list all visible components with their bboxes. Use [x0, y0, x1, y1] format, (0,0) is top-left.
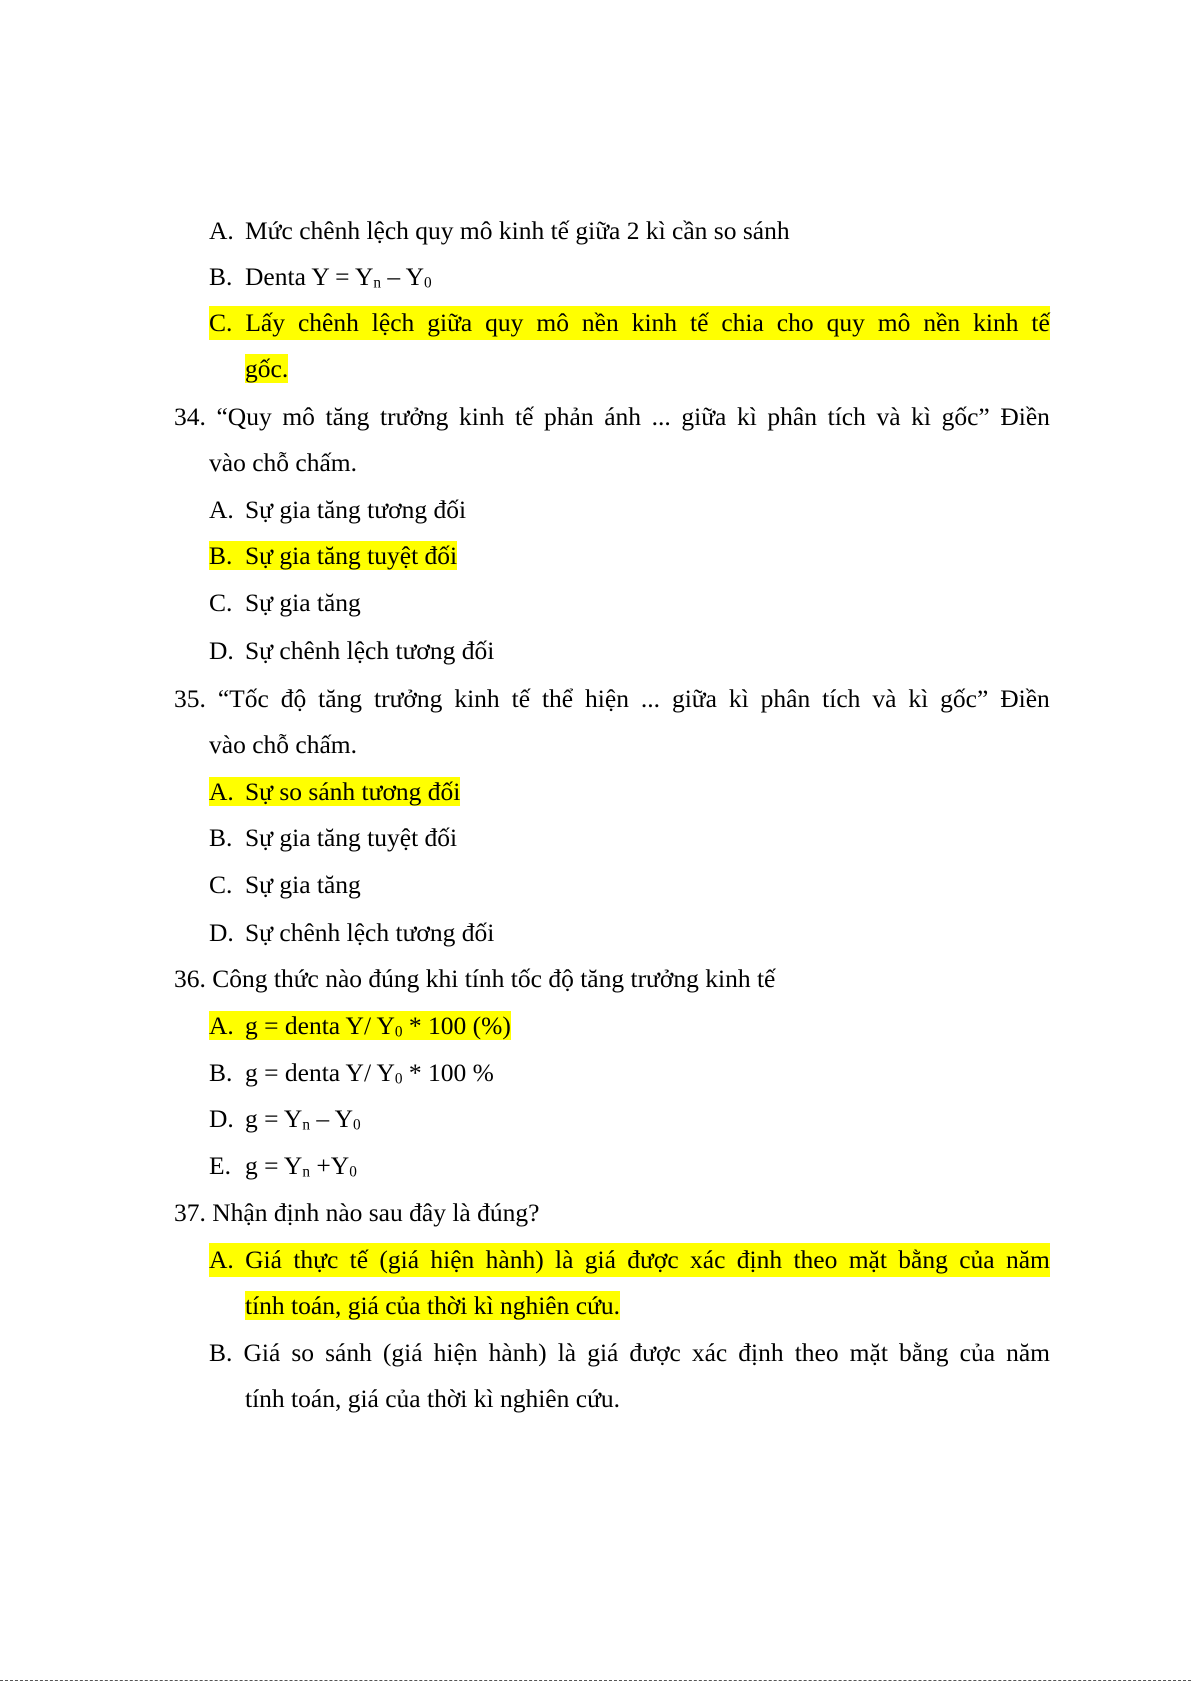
word: ... — [640, 684, 661, 713]
word: kì — [908, 684, 929, 713]
q34-option-a: A. Sự gia tăng tương đối — [209, 495, 467, 524]
q37-option-a-line2: tính toán, giá của thời kì nghiên cứu. — [245, 1291, 621, 1320]
word: trưởng — [380, 402, 449, 431]
word: định — [738, 1338, 784, 1367]
word: Lấy — [245, 308, 285, 337]
word: “Tốc — [217, 684, 269, 713]
word: “Quy — [216, 402, 272, 431]
word: tăng — [325, 402, 370, 431]
word: hiện — [433, 1338, 478, 1367]
word: kinh — [454, 684, 500, 713]
q36-option-b: B. g = denta Y/ $Y_0 * 100$ % — [209, 1058, 494, 1088]
q37-option-a-line1: A. Giá thực tế (giá hiện hành) là giá được xác định theo mặt bằng của năm — [209, 1243, 1050, 1277]
word: năm — [1005, 1245, 1050, 1274]
word: trưởng — [374, 684, 443, 713]
word: định — [736, 1245, 783, 1274]
word: nền — [923, 308, 961, 337]
q34-option-b: B. Sự gia tăng tuyệt đối — [209, 541, 458, 570]
q33-option-c-line2: gốc. — [245, 354, 289, 383]
word: của — [959, 1338, 996, 1367]
q34-option-d: D. Sự chênh lệch tương đối — [209, 636, 495, 665]
word: và — [876, 402, 901, 431]
q34-question-line2: vào chỗ chấm. — [209, 448, 357, 477]
word: lệch — [371, 308, 415, 337]
word: theo — [793, 1245, 838, 1274]
q34-option-c: C. Sự gia tăng — [209, 588, 361, 617]
q33-option-a: A. Mức chênh lệch quy mô kinh tế giữa 2 kì cần so sánh — [209, 216, 790, 245]
word: (giá — [382, 1338, 423, 1367]
word: ánh — [604, 402, 642, 431]
word: chênh — [297, 308, 359, 337]
word: được — [629, 1338, 681, 1367]
word: là — [557, 1338, 577, 1367]
q35-option-d: D. Sự chênh lệch tương đối — [209, 918, 495, 947]
word: mô — [536, 308, 569, 337]
word: tế — [690, 308, 709, 337]
word: mô — [877, 308, 911, 337]
q35-option-c: C. Sự gia tăng — [209, 870, 361, 899]
word: Điền — [1000, 684, 1050, 713]
word: tế — [515, 402, 534, 431]
word: kì — [911, 402, 931, 431]
word: kinh — [973, 308, 1019, 337]
word: giá — [584, 1245, 616, 1274]
word: gốc” — [940, 684, 989, 713]
word: giữa — [681, 402, 727, 431]
q33-option-c-line1: C. Lấy chênh lệch giữa quy mô nền kinh tế chia cho quy mô nền kinh tế — [209, 306, 1050, 340]
word: kinh — [631, 308, 678, 337]
word: tích — [827, 402, 866, 431]
word: cho — [776, 308, 814, 337]
word: và — [872, 684, 897, 713]
word: theo — [794, 1338, 839, 1367]
word: tế — [511, 684, 531, 713]
word: tích — [822, 684, 861, 713]
word: hành) — [488, 1338, 547, 1367]
word: Giá — [243, 1338, 281, 1367]
word: giá — [587, 1338, 619, 1367]
word: kinh — [459, 402, 505, 431]
word: Điền — [1000, 402, 1050, 431]
word: 35. — [174, 684, 206, 713]
word: mặt — [848, 1245, 887, 1274]
word: so — [291, 1338, 315, 1367]
word: chia — [721, 308, 764, 337]
word: kì — [736, 402, 757, 431]
word: tăng — [318, 684, 363, 713]
word: 34. — [174, 402, 206, 431]
q36-question: 36. Công thức nào đúng khi tính tốc độ tăng trưởng kinh tế — [174, 964, 776, 993]
word: thể — [541, 684, 574, 713]
word: tế — [1031, 308, 1050, 337]
word: (giá — [379, 1245, 420, 1274]
word: phản — [544, 402, 594, 431]
word: giữa — [427, 308, 473, 337]
word: phân — [767, 402, 817, 431]
word: mặt — [849, 1338, 888, 1367]
word: bằng — [898, 1338, 949, 1367]
q35-question-line2: vào chỗ chấm. — [209, 730, 357, 759]
q37-option-b-line1: B. Giá so sánh (giá hiện hành) là giá được xác định theo mặt bằng của năm — [209, 1336, 1050, 1370]
q37-question: 37. Nhận định nào sau đây là đúng? — [174, 1198, 540, 1227]
q36-option-d: D. $g = Y_n - Y_0$ — [209, 1104, 361, 1134]
word: quy — [485, 308, 524, 337]
word: hiện — [430, 1245, 475, 1274]
q36-option-e: E. $g = Y_n +Y_0$ — [209, 1151, 357, 1181]
word: năm — [1006, 1338, 1050, 1367]
word: là — [555, 1245, 574, 1274]
q33-option-b: B. Denta $Y = Y_n - Y_0$ — [209, 262, 432, 292]
word: mô — [282, 402, 315, 431]
q35-option-b: B. Sự gia tăng tuyệt đối — [209, 823, 458, 852]
word: sánh — [325, 1338, 372, 1367]
word: được — [627, 1245, 679, 1274]
word: xác — [690, 1245, 726, 1274]
word: kì — [728, 684, 749, 713]
word: bằng — [898, 1245, 948, 1274]
word: hiện — [585, 684, 629, 713]
q35-option-a: A. Sự so sánh tương đối — [209, 777, 461, 806]
word: nền — [581, 308, 619, 337]
q36-option-a: A. g = denta Y/ $Y_0 * 100$ (%) — [209, 1011, 511, 1041]
word: quy — [826, 308, 865, 337]
q34-question-line1 — [174, 400, 1050, 434]
word: độ — [280, 684, 307, 713]
word: ... — [651, 402, 671, 431]
word: phân — [760, 684, 811, 713]
word: tế — [349, 1245, 369, 1274]
q37-option-b-line2: tính toán, giá của thời kì nghiên cứu. — [245, 1384, 621, 1413]
word: hành) — [485, 1245, 544, 1274]
q35-question-line1 — [174, 682, 1050, 716]
word: Giá — [245, 1245, 282, 1274]
word: thực — [293, 1245, 339, 1274]
word: của — [959, 1245, 995, 1274]
page-bottom-rule — [0, 1680, 1191, 1681]
word: xác — [691, 1338, 728, 1367]
word: giữa — [671, 684, 717, 713]
word: gốc” — [941, 402, 990, 431]
